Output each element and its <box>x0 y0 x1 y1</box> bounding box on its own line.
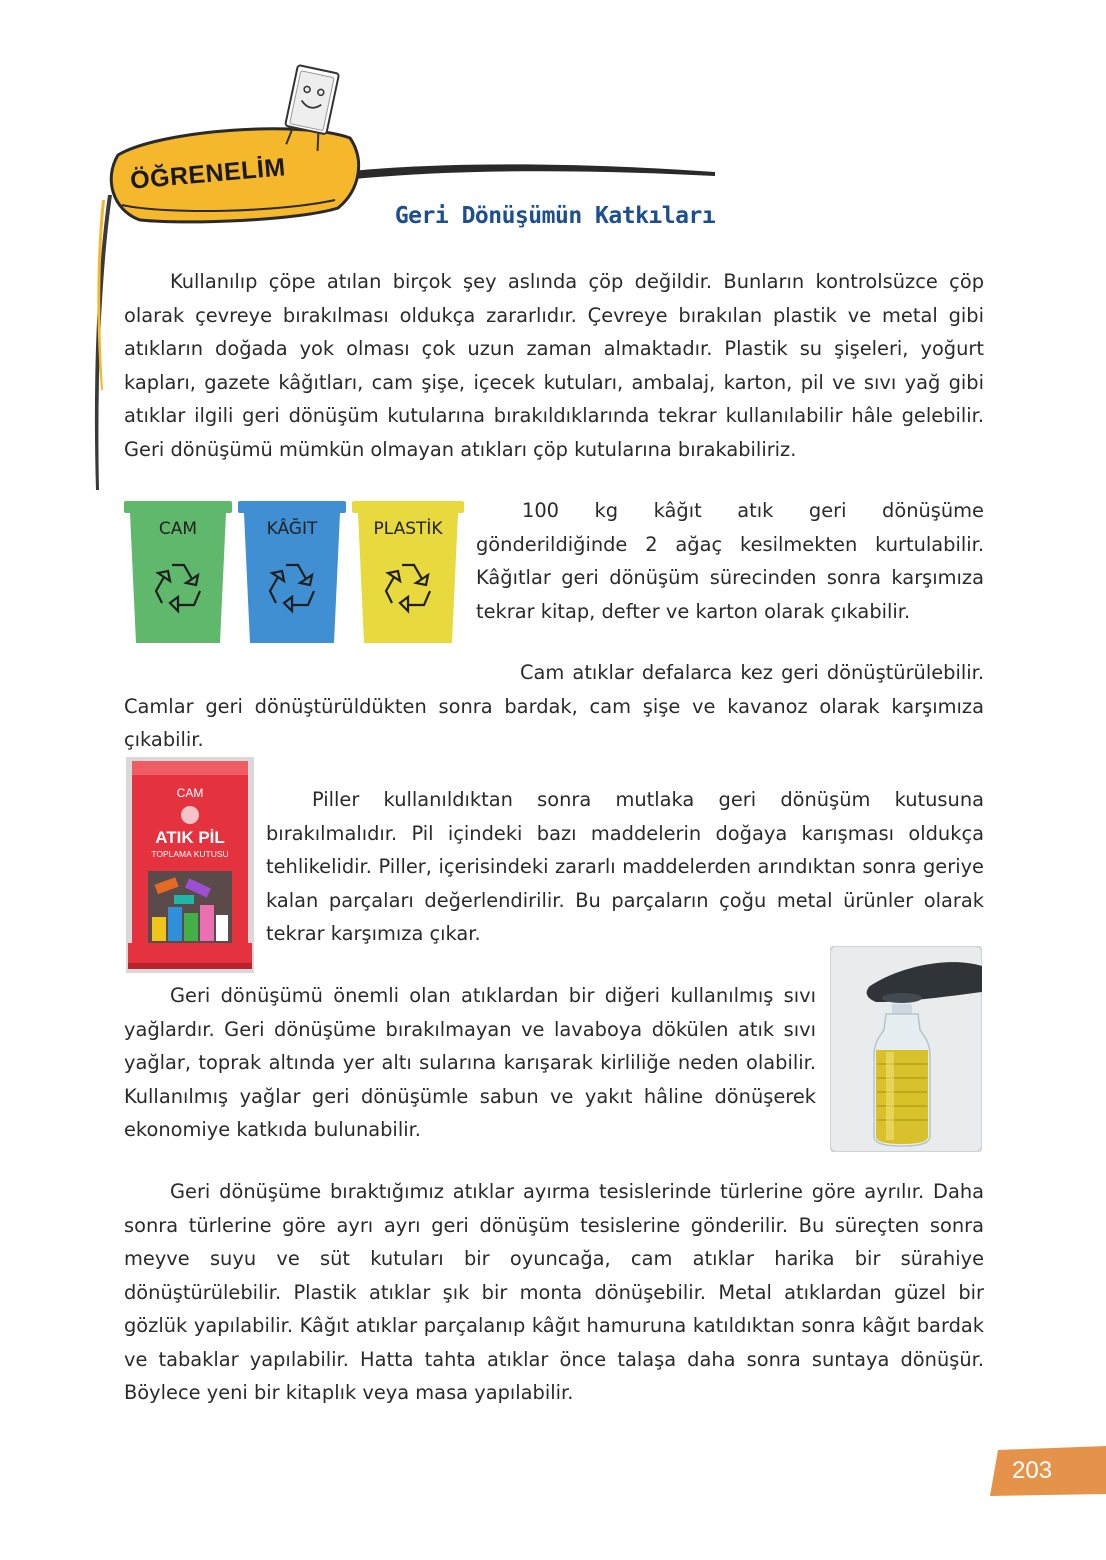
used-oil-bottle-photo <box>830 946 982 1152</box>
battery-box-line1: CAM <box>176 786 204 800</box>
page-number: 203 <box>1012 1457 1053 1484</box>
paragraph-paper: 100 kg kâğıt atık geri dönüşüme gönderildiğinde 2 ağaç kesilmekten kurtulabilir. Kâğıtlar geri dönüşüm sürecinden sonra karşımıza tekrar kitap, defter ve karton olarak çıkabilir. <box>476 499 984 623</box>
bin-plastik <box>352 501 464 643</box>
recycling-bins-illustration <box>120 497 470 649</box>
bin-kagit <box>238 501 346 643</box>
battery-box-line3: TOPLAMA KUTUSU <box>151 849 229 859</box>
battery-collection-box-photo <box>126 757 254 973</box>
ogrenelim-label: ÖĞRENELİM <box>129 153 287 195</box>
paragraph-glass: Cam atıklar defalarca kez geri dönüştürülebilir. Camlar geri dönüştürüldükten sonra bardak, cam şişe ve kavanoz olarak karşımıza çıkabilir. <box>124 661 984 751</box>
bin-label-cam: CAM <box>158 519 198 539</box>
paragraph-oil: Geri dönüşümü önemli olan atıklardan bir diğeri kullanılmış sıvı yağlardır. Geri dönüşüme bırakılmayan ve lavaboya dökülen atık sıvı yağlar, toprak altında yer altı sularına karışarak kirliliğe neden olabilir. Kullanılmış yağlar geri dönüşümle sabun ve yakıt hâline dönüşerek ekonomiye katkıda bulunabilir. <box>124 984 816 1141</box>
battery-box-line2: ATIK PİL <box>155 828 225 847</box>
page-title: Geri Dönüşümün Katkıları <box>394 203 716 229</box>
paragraph-sorting: Geri dönüşüme bıraktığımız atıklar ayırma tesislerinde türlerine göre ayrılır. Daha sonra türlerine göre ayrı ayrı geri dönüşüm tesislerine gönderilir. Bu süreçten sonra meyve suyu ve süt kutuları bir oyuncağa, cam atıklar harika bir sürahiye dönüştürülebilir. Plastik atıklar şık bir monta dönüşebilir. Metal atıklardan güzel bir gözlük yapılabilir. Kâğıt atıklar parçalanıp kâğıt hamuruna katıldıktan sonra kâğıt bardak ve tabaklar yapılabilir. Hatta tahta atıklar önce talaşa daha sonra suntaya dönüşür. Böylece yeni bir kitaplık veya masa yapılabilir. <box>124 1180 984 1404</box>
bin-label-plastik: PLASTİK <box>373 519 443 539</box>
bin-label-kagit: KÂĞIT <box>266 519 318 539</box>
paragraph-battery: Piller kullanıldıktan sonra mutlaka geri dönüşüm kutusuna bırakılmalıdır. Pil içindeki bazı maddelerin doğaya karışması oldukça tehlikelidir. Piller, içerisindeki zararlı maddelerden arındıktan sonra geriye kalan parçaları değerlendirilir. Bu parçaların çoğu metal ürünler olarak tekrar karşımıza çıkar. <box>266 788 984 945</box>
paragraph-intro: Kullanılıp çöpe atılan birçok şey aslında çöp değildir. Bunların kontrolsüzce çöp olarak çevreye bırakılması oldukça zararlıdır. Çevreye bırakılan plastik ve metal gibi atıkların doğada yok olması çok uzun zaman almaktadır. Plastik su şişeleri, yoğurt kapları, gazete kâğıtları, cam şişe, içecek kutuları, ambalaj, karton, pil ve sıvı yağ gibi atıklar ilgili geri dönüşüm kutularına bırakıldıklarında tekrar kullanılabilir hâle gelebilir. Geri dönüşümü mümkün olmayan atıkları çöp kutularına bırakabiliriz. <box>124 270 984 461</box>
bin-cam <box>124 501 232 643</box>
